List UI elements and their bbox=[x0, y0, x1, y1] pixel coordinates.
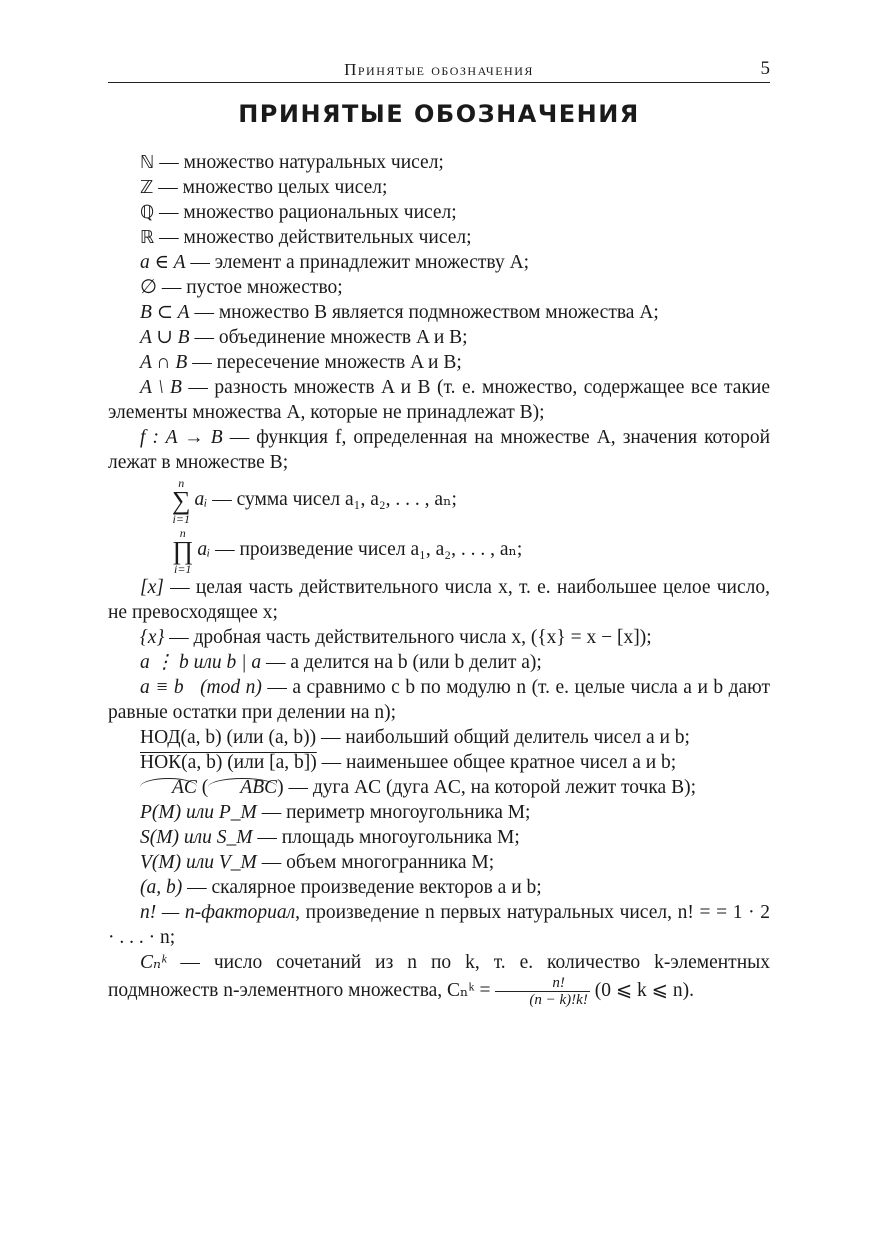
entry-symbol: (a, b) bbox=[140, 877, 183, 898]
entry-arc: AC ( ABC) — дуга AC (дуга AC, на которой лежит точка B); bbox=[108, 775, 770, 800]
arc-symbol: AC bbox=[140, 778, 197, 797]
entry-symbol: aᵢ bbox=[194, 489, 208, 510]
entry-tail: (0 ⩽ k ⩽ n). bbox=[589, 979, 694, 1001]
entry-text: — объединение множеств A и B; bbox=[189, 327, 468, 348]
entry-perimeter bbox=[108, 800, 770, 825]
entry-binomial bbox=[108, 950, 770, 1008]
entry-text: — дробная часть действительного числа x, ({x} = x − [x]); bbox=[164, 627, 652, 648]
entry-naturals bbox=[108, 150, 770, 175]
entry-text: — наименьшее общее кратное чисел a и b; bbox=[316, 752, 677, 773]
entry-text: , произведение n первых натуральных чисел, n! = = 1 · 2 · . . . · n; bbox=[108, 902, 770, 948]
entry-text: — наибольший общий делитель чисел a и b; bbox=[316, 727, 690, 748]
entry-integer-part bbox=[108, 575, 770, 625]
entry-symbol: A ∪ B bbox=[140, 327, 190, 348]
entry-text: — множество натуральных чисел; bbox=[154, 152, 444, 173]
entry-symbol: A \ B bbox=[140, 377, 182, 398]
entry-text: — a сравнимо с b по модулю n (т. е. целые числа a и b дают равные остатки при делении на n); bbox=[108, 677, 770, 723]
entry-emphasis: — n-факториал bbox=[156, 902, 296, 923]
entry-text: — элемент a принадлежит множеству A; bbox=[185, 252, 530, 273]
running-title: Принятые обозначения bbox=[344, 60, 534, 79]
binomial-fraction bbox=[495, 975, 589, 1008]
entry-text: — объем многогранника M; bbox=[256, 852, 495, 873]
entry-integers bbox=[108, 175, 770, 200]
entry-empty-set bbox=[108, 275, 770, 300]
entry-text: — произведение чисел a₁, a₂, . . . , aₙ; bbox=[210, 539, 523, 560]
entry-symbol: НОД(a, b) (или (a, b)) bbox=[140, 727, 317, 748]
entry-symbol: V(M) или V_M bbox=[140, 852, 257, 873]
entry-intersection bbox=[108, 350, 770, 375]
entry-area bbox=[108, 825, 770, 850]
entry-subset bbox=[108, 300, 770, 325]
arc-symbol: ABC bbox=[208, 778, 277, 797]
entry-rationals bbox=[108, 200, 770, 225]
entry-symbol: aᵢ bbox=[197, 539, 211, 560]
entry-divisibility bbox=[108, 650, 770, 675]
sum-operator bbox=[140, 477, 191, 525]
entry-factorial bbox=[108, 900, 770, 950]
product-lower-limit: i=1 bbox=[173, 561, 192, 576]
entry-union bbox=[108, 325, 770, 350]
running-head bbox=[108, 58, 770, 83]
page-number: 5 bbox=[760, 58, 770, 79]
fraction-numerator: n! bbox=[495, 975, 589, 992]
entry-symbol: Cₙᵏ bbox=[140, 952, 167, 973]
entry-text: — дуга AC (дуга AC, на которой лежит точка B); bbox=[283, 777, 696, 798]
entry-symbol: A ∩ B bbox=[140, 352, 188, 373]
entry-text: — пустое множество; bbox=[157, 277, 343, 298]
entry-text: — площадь многоугольника M; bbox=[252, 827, 520, 848]
sum-lower-limit: i=1 bbox=[172, 511, 190, 526]
entry-function bbox=[108, 425, 770, 475]
page-title: ПРИНЯТЫЕ ОБОЗНАЧЕНИЯ bbox=[238, 100, 640, 128]
entry-dot-product bbox=[108, 875, 770, 900]
entry-symbol: f : A → B bbox=[140, 427, 223, 448]
entry-symbol: [x] bbox=[140, 577, 164, 598]
entry-text: — скалярное произведение векторов a и b; bbox=[182, 877, 542, 898]
entry-symbol: a ∈ A bbox=[140, 252, 186, 273]
entry-lcm bbox=[108, 750, 770, 775]
entry-text: — разность множеств A и B (т. е. множество, содержащее все такие элементы множества A, которые не принадлежат B); bbox=[108, 377, 771, 423]
product-operator bbox=[140, 527, 193, 575]
entry-fractional-part bbox=[108, 625, 770, 650]
entry-symbol: a ⋮ b или b | a bbox=[140, 652, 262, 673]
entry-text: — пересечение множеств A и B; bbox=[187, 352, 462, 373]
entry-text: — множество B является подмножеством множества A; bbox=[189, 302, 659, 323]
entry-symbol: НОК(a, b) (или [a, b]) bbox=[140, 752, 317, 773]
entry-symbol: ∅ bbox=[140, 277, 157, 298]
entry-reals bbox=[108, 225, 770, 250]
entry-symbol: ℚ bbox=[140, 202, 155, 223]
entry-symbol: ℤ bbox=[140, 177, 154, 198]
entry-symbol: ℕ bbox=[140, 152, 155, 173]
entry-text: — множество действительных чисел; bbox=[154, 227, 472, 248]
sum-upper-limit: n bbox=[178, 475, 185, 490]
entry-membership bbox=[108, 250, 770, 275]
entry-symbol: B ⊂ A bbox=[140, 302, 190, 323]
pi-symbol: ∏ bbox=[172, 535, 194, 565]
entry-symbol: S(M) или S_M bbox=[140, 827, 253, 848]
entry-symbol: ℝ bbox=[140, 227, 155, 248]
entry-text: — сумма чисел a₁, a₂, . . . , aₙ; bbox=[207, 489, 457, 510]
entry-volume bbox=[108, 850, 770, 875]
product-upper-limit: n bbox=[179, 525, 186, 540]
entry-symbol: {x} bbox=[140, 627, 165, 648]
entry-text: — периметр многоугольника M; bbox=[256, 802, 531, 823]
entry-product bbox=[108, 525, 770, 575]
entry-symbol: n! bbox=[140, 902, 157, 923]
entry-sum bbox=[108, 475, 770, 525]
entry-difference bbox=[108, 375, 770, 425]
entry-text: — множество рациональных чисел; bbox=[154, 202, 457, 223]
entry-text: — функция f, определенная на множестве A, значения которой лежат в множестве B; bbox=[108, 427, 771, 473]
entry-text: — a делится на b (или b делит a); bbox=[261, 652, 542, 673]
entry-gcd bbox=[108, 725, 770, 750]
entry-symbol: P(M) или P_M bbox=[140, 802, 257, 823]
entry-text: — множество целых чисел; bbox=[153, 177, 388, 198]
notation-list bbox=[108, 150, 770, 1008]
entry-congruence bbox=[108, 675, 770, 725]
entry-text: — число сочетаний из n по k, т. е. количество k-элементных подмножеств n-элементного множества, Cₙᵏ = bbox=[108, 952, 770, 1001]
sigma-symbol: ∑ bbox=[172, 485, 191, 515]
entry-symbol: a ≡ b (mod n) bbox=[140, 677, 262, 698]
fraction-denominator: (n − k)!k! bbox=[529, 992, 588, 1008]
entry-text: — целая часть действительного числа x, т. е. наибольшее целое число, не превосходящее x; bbox=[108, 577, 770, 623]
